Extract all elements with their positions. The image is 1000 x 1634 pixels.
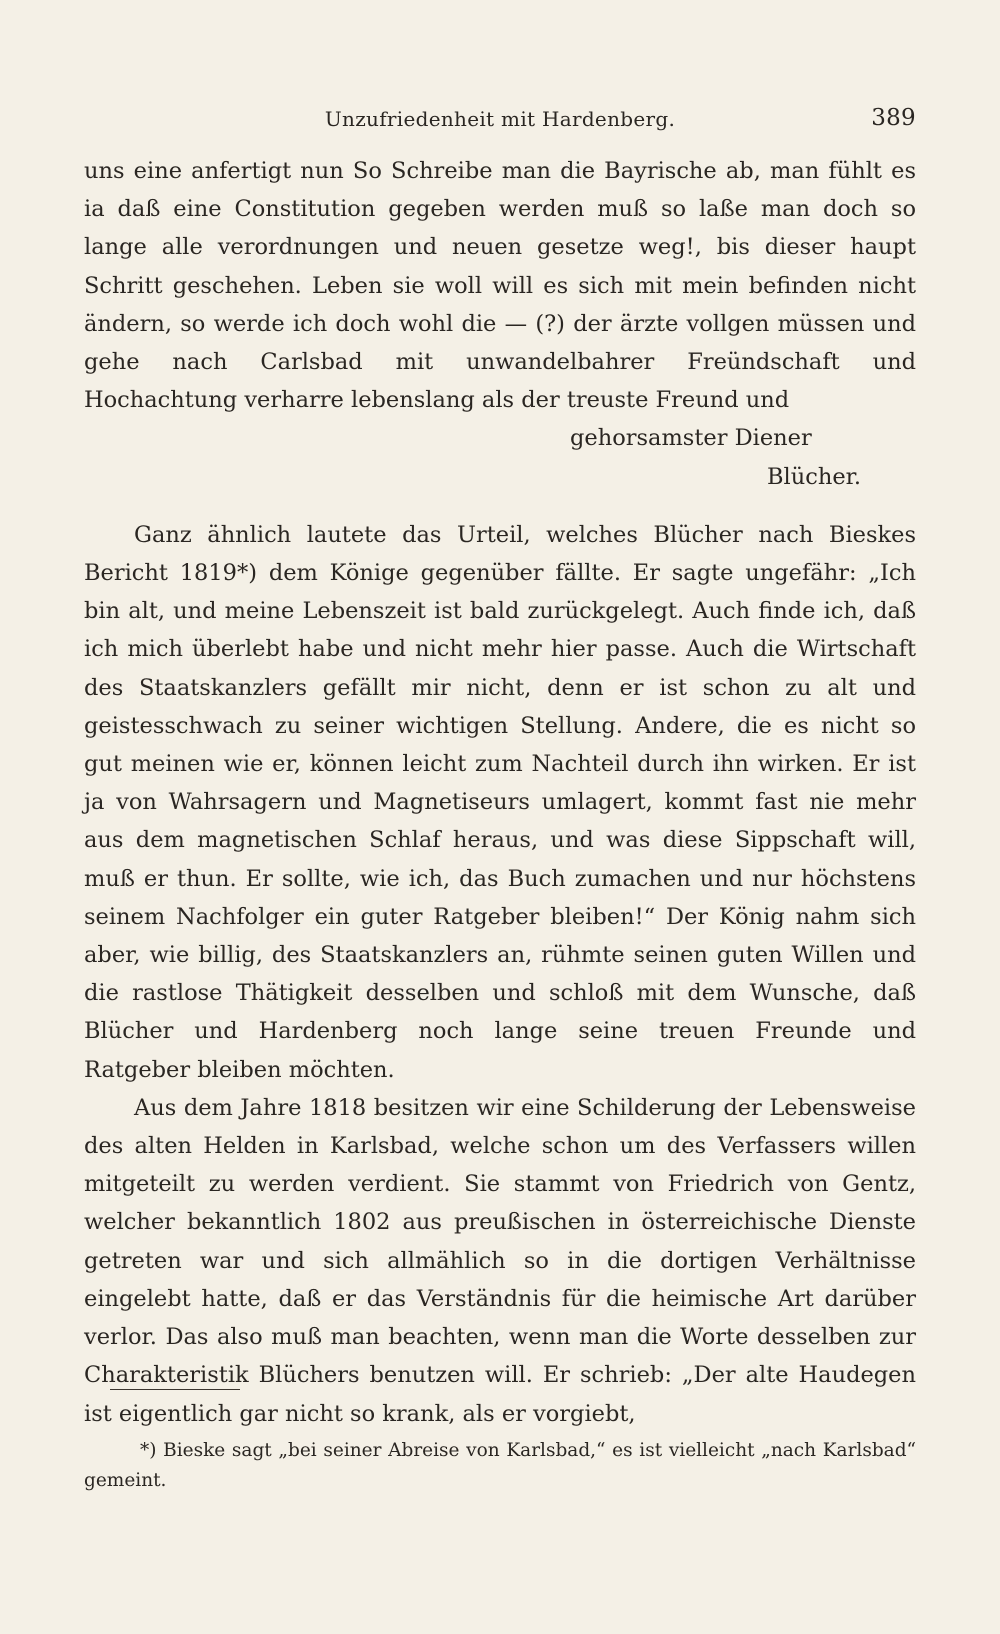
- letter-text: uns eine anfertigt nun So Schreibe man die Bayrische ab, man fühlt es ia daß eine Constitution gegeben werden muß so laße man doch so lange alle verordnungen und neuen gesetze weg!, bis dieser haupt Schritt geschehen. Leben sie woll will es sich mit mein befinden nicht ändern, so werde ich doch wohl die — (?) der ärzte vollgen müssen und gehe nach Carlsbad mit unwandelbahrer Freündschaft und Hochachtung verharre lebenslang als der treuste Freund und: [84, 158, 916, 414]
- page-number: 389: [871, 105, 916, 131]
- body-text: [84, 152, 916, 1433]
- letter-signature: Blücher.: [767, 463, 862, 490]
- page-content: [84, 0, 916, 1634]
- running-head: [84, 103, 916, 139]
- running-title: Unzufriedenheit mit Hardenberg.: [324, 107, 676, 131]
- paragraph: Ganz ähnlich lautete das Urteil, welches Blücher nach Bieskes Bericht 1819*) dem Könige gegenüber fällte. Er sagte ungefähr: „Ich bin alt, und meine Lebenszeit ist bald zurückgelegt. Auch finde ich, daß ich mich überlebt habe und nicht mehr hier passe. Auch die Wirtschaft des Staatskanzlers gefällt mir nicht, denn er ist schon zu alt und geistesschwach zu seiner wichtigen Stellung. Andere, die es nicht so gut meinen wie er, können leicht zum Nachteil durch ihn wirken. Er ist ja von Wahrsagern und Magnetiseurs umlagert, kommt fast nie mehr aus dem magnetischen Schlaf heraus, und was diese Sippschaft will, muß er thun. Er sollte, wie ich, das Buch zumachen und nur höchstens seinem Nachfolger ein guter Ratgeber bleiben!“ Der König nahm sich aber, wie billig, des Staatskanzlers an, rühmte seinen guten Willen und die rastlose Thätigkeit desselben und schloß mit dem Wunsche, daß Blücher und Hardenberg noch lange seine treuen Freunde und Ratgeber bleiben möchten.: [84, 521, 916, 1083]
- letter-closing: gehorsamster Diener: [570, 425, 812, 452]
- paragraph: Aus dem Jahre 1818 besitzen wir eine Schilderung der Lebensweise des alten Helden in Karlsbad, welche schon um des Verfassers willen mitgeteilt zu werden verdient. Sie stammt von Friedrich von Gentz, welcher bekanntlich 1802 aus preußischen in österreichische Dienste getreten war und sich allmählich so in die dortigen Verhältnisse eingelebt hatte, daß er das Verständnis für die heimische Art darüber verlor. Das also muß man beachten, wenn man die Worte desselben zur Charakteristik Blüchers benutzen will. Er schrieb: „Der alte Haudegen ist eigentlich gar nicht so krank, als er vorgiebt,: [84, 1094, 916, 1427]
- footnote: *) Bieske sagt „bei seiner Abreise von Karlsbad,“ es ist vielleicht „nach Karlsbad“ gemeint.: [84, 1439, 916, 1491]
- footnote-divider: [110, 1389, 240, 1390]
